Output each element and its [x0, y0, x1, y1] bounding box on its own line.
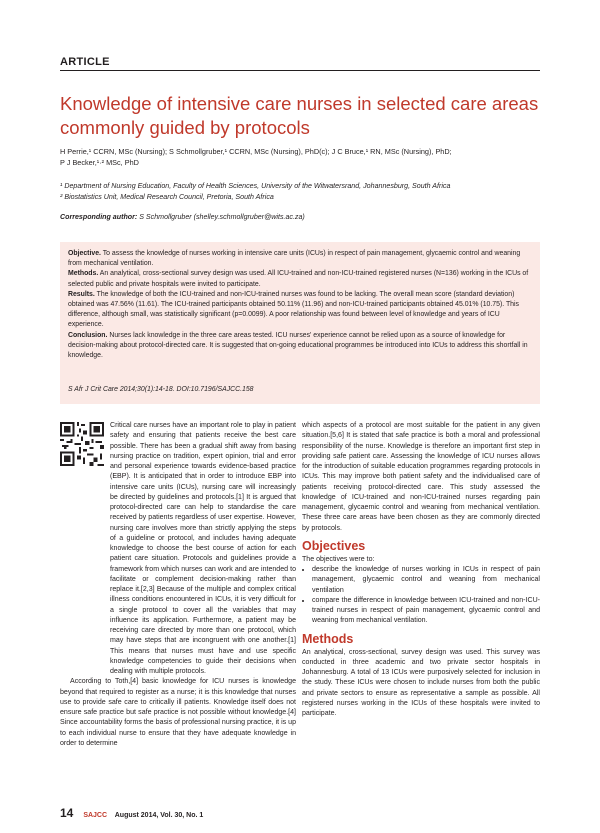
abstract	[68, 249, 532, 361]
affiliation-2: ² Biostatistics Unit, Medical Research Council, Pretoria, South Africa	[60, 193, 274, 201]
objective-text: To assess the knowledge of nurses working in intensive care units (ICUs) in respect of pain management, glycaemic control and weaning from mechanical ventilation.	[68, 250, 521, 268]
abstract-objective	[68, 249, 532, 269]
section-heading-objectives: Objectives	[302, 538, 366, 553]
list-item: • describe the knowledge of nurses working in ICUs in respect of pain management, glycaemic control and weaning from mechanical ventilation	[312, 565, 540, 596]
citation: S Afr J Crit Care 2014;30(1):14-18. DOI:10.7196/SAJCC.158	[68, 386, 254, 393]
page-footer	[60, 806, 203, 820]
page-number: 14	[60, 806, 74, 820]
body-paragraph: An analytical, cross-sectional, survey design was used. This survey was conducted in three academic and two private sector hospitals in Johannesburg. A total of 13 ICUs were purposively selected for inclusion in the study. These ICUs were chosen to include nurses from both the public and private sectors to ensure as representative a sample as possible. All registered nurses working in the ICUs of these hospitals were invited to participate.	[302, 648, 540, 717]
methods-label: Methods.	[68, 270, 99, 278]
header-rule	[60, 70, 540, 71]
body-column-1	[60, 421, 296, 749]
conclusion-text: Nurses lack knowledge in the three care areas tested. ICU nurses' experience cannot be relied upon as a source of knowledge for decision-making about protocol-directed care. It is suggested that on-going educational programmes be introduced into ICUs to address this shortfall in knowledge.	[68, 331, 528, 360]
affiliation-1: ¹ Department of Nursing Education, Faculty of Health Sciences, University of the Witwatersrand, Johannesburg, South Africa	[60, 182, 451, 190]
article-type-label: ARTICLE	[60, 56, 110, 68]
corresponding-text: S Schmollgruber (shelley.schmollgruber@wits.ac.za)	[139, 213, 305, 221]
methods-text: An analytical, cross-sectional survey design was used. All ICU-trained and non-ICU-trained registered nurses (N=136) working in the ICUs of selected public and private hospitals were invited to participate.	[68, 270, 529, 288]
affiliations	[60, 181, 540, 203]
body-paragraph: which aspects of a protocol are most suitable for the patient in any given situation.[5,6] It is stated that safe practice is both a moral and professional responsibility of the nurse. Knowledge is therefore an important first step in providing safe patient care. Assessing the knowledge of ICU nurses allows for the introduction of suitable education programmes regarding protocols in ICUs. This may improve both patient safety and the individualised care of patients receiving protocol-directed care. This study assessed the knowledge of ICU-trained and non-ICU-trained nurses regarding pain management, glycaemic control and weaning from mechanical ventilation. These three care areas have been chosen as they are commonly directed by protocols.	[302, 422, 540, 532]
corresponding-author	[60, 213, 540, 221]
body-paragraph: According to Toth,[4] basic knowledge for ICU nurses is knowledge beyond that required to register as a nurse; it is this knowledge that nurses use to provide safe care to critically ill patients. Knowledge itself does not ensure safe practice but safe practice is not possible without knowledge.[4] Since accountability forms the basis of professional nursing practice, it is up to each individual nurse to ensure that they have adequate knowledge in order to determine	[60, 678, 296, 747]
author-line-2: P J Becker,¹·² MSc, PhD	[60, 158, 139, 167]
objectives-list	[302, 565, 540, 627]
abstract-results	[68, 290, 532, 331]
author-line-1: H Perrie,¹ CCRN, MSc (Nursing); S Schmollgruber,¹ CCRN, MSc (Nursing), PhD(c); J C Bruce,¹ RN, MSc (Nursing), PhD;	[60, 147, 452, 156]
conclusion-label: Conclusion.	[68, 331, 108, 339]
abstract-conclusion	[68, 331, 532, 362]
results-text: The knowledge of both the ICU-trained and non-ICU-trained nurses was found to be lacking. The overall mean score (standard deviation) obtained was 47.56% (11.61). The ICU-trained participants obtained 50.11% (11.96) and non-ICU-trained participants obtained 45.01% (10.75). This difference, although small, was statistically significant (p=0.0099). A poor relationship was found between level of knowledge and years of ICU experience.	[68, 290, 519, 329]
objective-label: Objective.	[68, 250, 101, 257]
list-item: • compare the difference in knowledge between ICU-trained and non-ICU-trained nurses in respect of pain management, glycaemic control and weaning from mechanical ventilation.	[312, 596, 540, 627]
author-list	[60, 146, 540, 168]
article-title: Knowledge of intensive care nurses in selected care areas commonly guided by protocols	[60, 93, 539, 138]
section-heading-methods: Methods	[302, 631, 354, 646]
body-column-2	[302, 421, 540, 719]
journal-abbrev: SAJCC	[83, 812, 108, 819]
corresponding-label: Corresponding author:	[60, 213, 138, 221]
issue-info: August 2014, Vol. 30, No. 1	[114, 812, 204, 819]
body-paragraph: Critical care nurses have an important role to play in patient safety and ensuring that patients receive the best care possible. There has been a gradual shift away from basing nursing practice on tradition, expert opinion, trial and error and personal experience towards evidence-based practice (EBP). It is anticipated that in order to introduce EBP into intensive care units (ICUs), nursing care will increasingly be directed by guidelines and protocols.[1] It is argued that protocol-directed care can help to standardise the care received by patients regardless of user expertise. However, nursing care involves more than strictly applying the steps of a guideline or protocol, and includes having adequate knowledge to choose the best course of action for each patient care situation. Protocols and guidelines provide a framework from which nurses can work and are intended to facilitate or complement decision-making rather than replace it.[2,3] Because of the multiple and complex critical illness conditions encountered in ICUs, it is very difficult for a single protocol to cover all the variables that may influence its application. Furthermore, a patient may be receiving care directed by more than one protocol, which may have steps that are incongruent with one another.[1] This means that nurses must have and use specific knowledge competencies to guide their decisions when dealing with multiple protocols.	[110, 422, 296, 675]
results-label: Results.	[68, 290, 95, 298]
abstract-methods	[68, 269, 532, 289]
objectives-intro: The objectives were to:	[302, 555, 375, 563]
